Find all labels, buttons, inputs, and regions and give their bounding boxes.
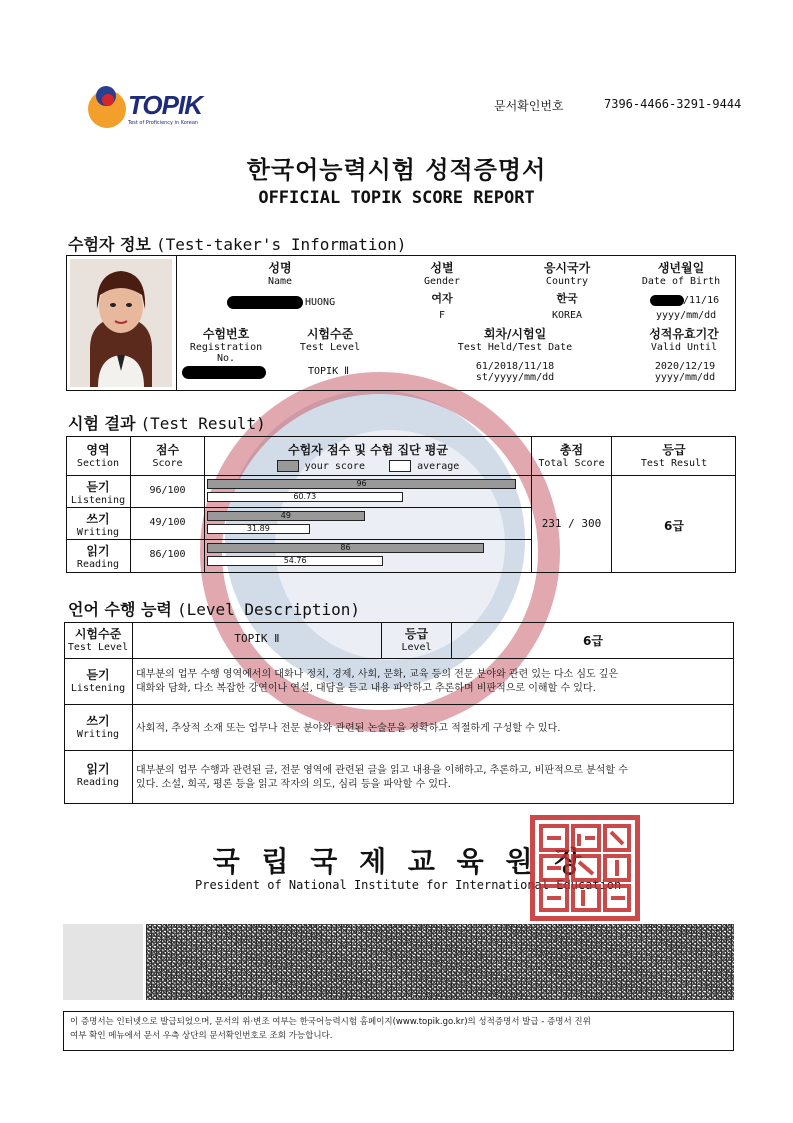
title-english: OFFICIAL TOPIK SCORE REPORT — [258, 188, 535, 208]
doc-no-label: 문서확인번호 — [494, 99, 564, 113]
average-bar-2: 31.89 — [207, 524, 310, 534]
logo-subtitle: Test of Proficiency in Korean — [128, 120, 199, 126]
legend-avg: average — [417, 461, 460, 472]
section-header: 영역 — [86, 443, 110, 457]
level-row-listening: 듣기 Listening — [70, 668, 126, 694]
name-redaction — [227, 296, 303, 309]
applicant-photo — [70, 259, 172, 387]
name-label: 성명 — [268, 261, 292, 275]
country-label: 응시국가 — [543, 261, 591, 275]
average-bar-1: 60.73 — [207, 492, 403, 502]
total-score: 231 / 300 — [541, 517, 602, 530]
test-held-value: 61/2018/11/18 — [475, 361, 555, 372]
chart-header: 수험자 점수 및 수험 집단 평균 — [288, 443, 448, 457]
level-desc-writing: 사회적, 추상적 소재 또는 업무나 전문 분야와 관련된 논술문을 정확하고 적절하게 구성할 수 있다. — [136, 723, 561, 734]
name-value: HUONG — [305, 297, 336, 308]
test-level-value: TOPIK Ⅱ — [308, 366, 350, 377]
grade-header: 등급 — [662, 443, 686, 457]
logo-text: TOPIK — [128, 90, 202, 120]
your-score-bar-2: 49 — [207, 511, 365, 521]
grade-value: 6급 — [664, 519, 684, 533]
doc-no: 7396-4466-3291-9444 — [604, 97, 742, 111]
level-desc-listening: 대부분의 업무 수행 영역에서의 대화나 정치, 경제, 사회, 문화, 교육 등의 전문 분야와 관련 있는 다소 심도 깊은 대화와 담화, 다소 복잡한 강연이나 연설, 대담을 듣고 내용 파악하고 추론하며 비판적으로 이해할 수 있다. — [136, 669, 619, 694]
total-header: 총점 — [559, 443, 584, 457]
topik-logo — [86, 86, 206, 132]
dob-label: 생년월일 — [657, 261, 705, 275]
country-value: 한국 — [556, 292, 578, 305]
your-score-bar-3: 86 — [207, 543, 484, 553]
level-row-reading: 읽기 Reading — [76, 762, 120, 788]
test-level-label: 시험수준 — [306, 327, 354, 341]
row-listening: 듣기 Listening — [70, 480, 126, 506]
score-reading: 86/100 — [149, 549, 186, 560]
dob-value: /11/16 — [683, 295, 720, 306]
gender-label: 성별 — [430, 261, 454, 275]
score-chart — [207, 476, 529, 572]
gender-value: 여자 — [431, 292, 453, 305]
info-section-title: 수험자 정보 (Test-taker's Information) — [68, 235, 407, 254]
reg-no-label: 수험번호 — [202, 327, 250, 341]
reg-no-redaction — [182, 366, 266, 379]
score-listening: 96/100 — [149, 485, 186, 496]
valid-until-label: 성적유효기간 — [649, 327, 719, 341]
your-score-bar-1: 96 — [207, 479, 516, 489]
security-pattern-left — [63, 924, 143, 1000]
legend-avg-swatch — [389, 460, 411, 472]
legend-your: your score — [304, 461, 365, 472]
issuer-korean: 국 립 국 제 교 육 원 장 — [212, 845, 588, 878]
level-desc-reading: 대부분의 업무 수행과 관련된 글, 전문 영역에 관련된 글을 읽고 내용을 이해하고, 추론하고, 비판적으로 분석할 수 있다. 소설, 희곡, 평론 등을 읽고 작자의 의도, 심리 등을 파악할 수 있다. — [136, 765, 628, 790]
score-writing: 49/100 — [149, 517, 186, 528]
issuer-english: President of National Institute for International Education — [195, 878, 622, 892]
level-row-writing: 쓰기 Writing — [76, 714, 120, 740]
row-writing: 쓰기 Writing — [76, 512, 120, 538]
official-seal — [530, 815, 640, 921]
row-reading: 읽기 Reading — [76, 544, 120, 570]
test-held-label: 회차/시험일 — [483, 327, 547, 341]
footer-notice: 이 증명서는 인터넷으로 발급되었으며, 문서의 위·변조 여부는 한국어능력시험 홈페이지(www.topik.go.kr)의 성적증명서 발급 - 증명서 진위 여부 확인 메뉴에서 문서 우측 상단의 문서확인번호로 조회 가능합니다. — [70, 1017, 591, 1041]
score-header: 점수 — [155, 443, 180, 457]
level-grade-value: 6급 — [583, 634, 603, 648]
result-section-title: 시험 결과 (Test Result) — [68, 414, 266, 433]
title-korean: 한국어능력시험 성적증명서 — [246, 156, 547, 184]
average-bar-3: 54.76 — [207, 556, 383, 566]
level-section-title: 언어 수행 능력 (Level Description) — [68, 600, 361, 619]
security-barcode — [146, 924, 734, 1000]
dob-redaction — [650, 295, 684, 306]
valid-until-value: 2020/12/19 — [654, 361, 716, 372]
level-grade-header: 등급 — [404, 627, 429, 641]
test-level-header: 시험수준 — [74, 627, 122, 641]
test-level-topik: TOPIK Ⅱ — [234, 632, 280, 645]
legend-your-swatch — [277, 460, 299, 472]
